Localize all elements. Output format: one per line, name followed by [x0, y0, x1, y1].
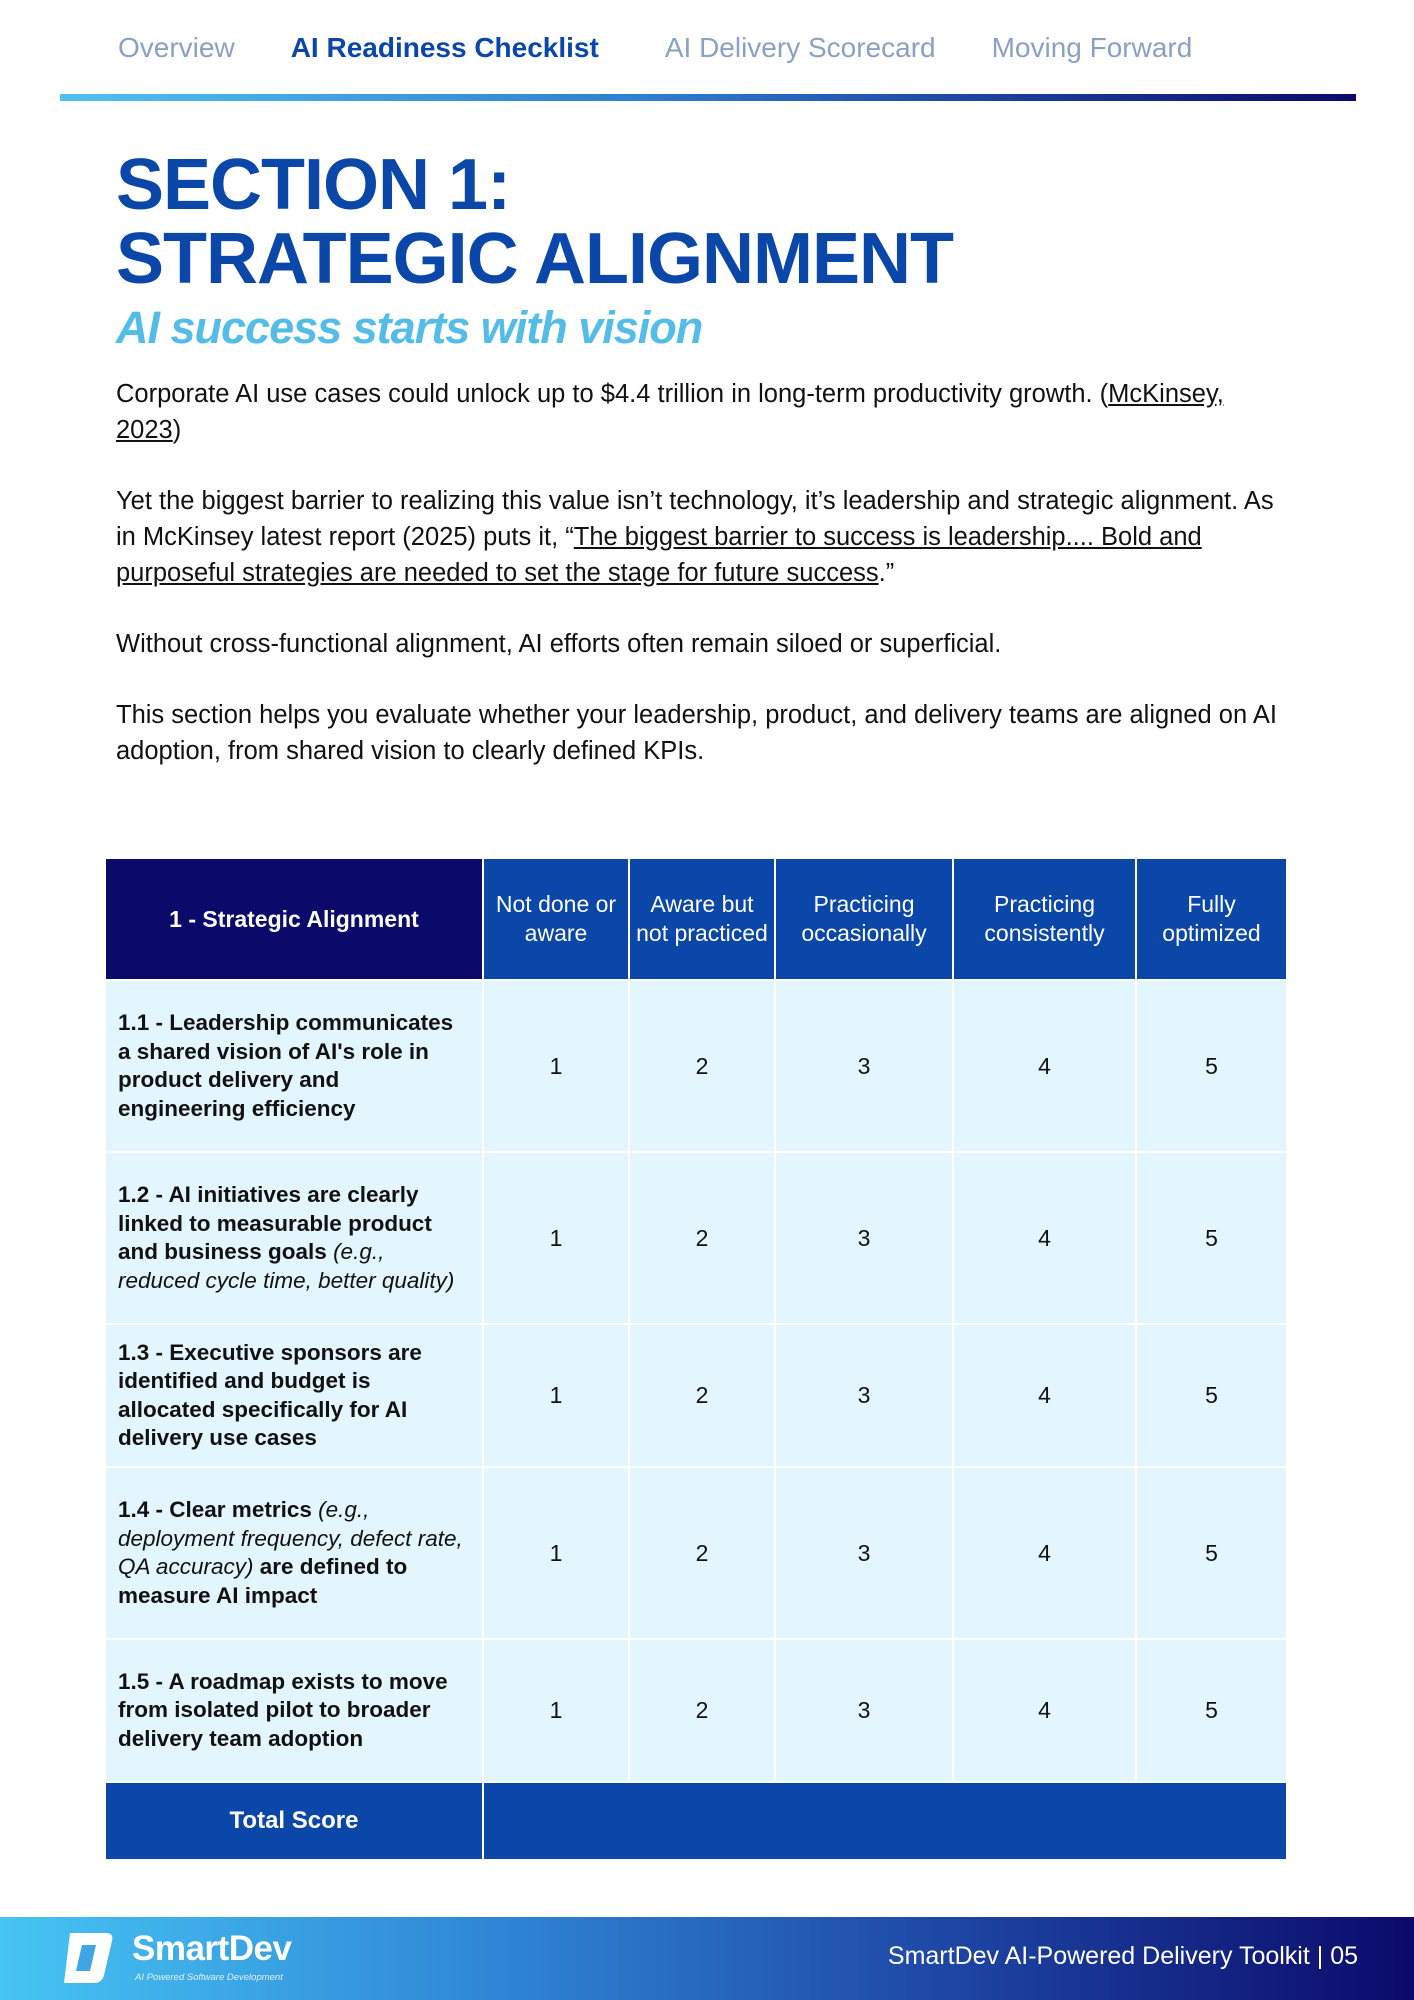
table-row: [105, 980, 1287, 1152]
section-title-line-2: STRATEGIC ALIGNMENT: [116, 219, 953, 299]
score-option-5[interactable]: 5: [1136, 1467, 1287, 1639]
total-score-value[interactable]: [483, 1782, 1287, 1860]
score-option-3[interactable]: 3: [775, 980, 953, 1152]
total-score-row: [105, 1782, 1287, 1860]
score-option-5[interactable]: 5: [1136, 1639, 1287, 1782]
score-option-1[interactable]: 1: [483, 1152, 629, 1324]
item-text-part: (e.g., reduced cycle time, better quality): [118, 1239, 455, 1293]
brand-tagline: AI Powered Software Development: [135, 1972, 283, 1983]
item-text-part: 1.4 - Clear metrics: [118, 1497, 319, 1522]
paragraph-alignment: Without cross-functional alignment, AI efforts often remain siloed or superficial.: [116, 630, 1002, 658]
checklist-item-label: [105, 980, 483, 1152]
top-navigation: [0, 0, 1414, 104]
checklist-item-label: [105, 1639, 483, 1782]
paragraph-text: Yet the biggest barrier to realizing this value isn’t technology, it’s leadership and strategic alignment. As in McKinsey latest report (2025) puts it, “: [116, 487, 1274, 551]
score-option-5[interactable]: 5: [1136, 980, 1287, 1152]
item-text-part: 1.2 - AI initiatives are clearly linked to measurable product and business goals: [118, 1182, 432, 1264]
checklist-item-label: [105, 1152, 483, 1324]
column-header: Not done or aware: [483, 858, 629, 980]
score-option-4[interactable]: 4: [953, 1152, 1136, 1324]
section-subtitle: AI success starts with vision: [116, 302, 703, 353]
item-text-part: 1.3 - Executive sponsors are identified and budget is allocated specifically for AI delivery use cases: [118, 1339, 422, 1450]
column-header: Aware but not practiced: [629, 858, 775, 980]
column-header: Practicing consistently: [953, 858, 1136, 980]
paragraph-productivity: [116, 376, 1296, 448]
mckinsey-quote-link[interactable]: The biggest barrier to success is leadership.... Bold and purposeful strategies are needed to set the stage for future success: [116, 523, 1202, 587]
total-score-label: Total Score: [105, 1782, 483, 1860]
score-option-2[interactable]: 2: [629, 980, 775, 1152]
item-text-part: (e.g., deployment frequency, defect rate, QA accuracy): [118, 1497, 463, 1579]
score-option-4[interactable]: 4: [953, 1467, 1136, 1639]
paragraph-section-purpose: This section helps you evaluate whether your leadership, product, and delivery teams are aligned on AI adoption, from shared vision to clearly defined KPIs.: [116, 701, 1277, 765]
score-option-2[interactable]: 2: [629, 1152, 775, 1324]
item-text-part: 1.1 - Leadership communicates a shared vision of AI's role in product delivery and engineering efficiency: [118, 1010, 454, 1121]
score-option-2[interactable]: 2: [629, 1467, 775, 1639]
paragraph-text: Corporate AI use cases could unlock up to $4.4 trillion in long-term productivity growth. (: [116, 380, 1109, 408]
table-row: [105, 1152, 1287, 1324]
score-option-2[interactable]: 2: [629, 1639, 775, 1782]
paragraph-leadership: [116, 483, 1296, 591]
nav-tabs: [118, 32, 1192, 64]
intro-text: [116, 376, 1296, 769]
table-body: [105, 980, 1287, 1782]
nav-tab-moving-forward[interactable]: Moving Forward: [991, 32, 1193, 63]
score-option-2[interactable]: 2: [629, 1324, 775, 1467]
score-option-1[interactable]: 1: [483, 980, 629, 1152]
score-option-5[interactable]: 5: [1136, 1152, 1287, 1324]
strategic-alignment-table: [104, 857, 1288, 1861]
table-row: [105, 1639, 1287, 1782]
paragraph-text: .”: [878, 559, 895, 587]
checklist-item-label: [105, 1324, 483, 1467]
score-option-4[interactable]: 4: [953, 1324, 1136, 1467]
smartdev-logo-icon: [60, 1931, 116, 1985]
table-row: [105, 1467, 1287, 1639]
main-content: [116, 145, 1296, 804]
section-title-line-1: SECTION 1:: [116, 145, 511, 225]
column-header: Practicing occasionally: [775, 858, 953, 980]
score-option-5[interactable]: 5: [1136, 1324, 1287, 1467]
mckinsey-2023-link[interactable]: McKinsey, 2023: [116, 380, 1224, 444]
column-header: Fully optimized: [1136, 858, 1287, 980]
nav-tab-overview[interactable]: Overview: [118, 32, 235, 63]
item-text-part: are defined to measure AI impact: [118, 1554, 408, 1608]
score-option-3[interactable]: 3: [775, 1639, 953, 1782]
score-option-4[interactable]: 4: [953, 1639, 1136, 1782]
score-option-3[interactable]: 3: [775, 1152, 953, 1324]
table-corner-header: 1 - Strategic Alignment: [105, 858, 483, 980]
paragraph-text: ): [172, 416, 182, 444]
score-option-3[interactable]: 3: [775, 1467, 953, 1639]
score-option-3[interactable]: 3: [775, 1324, 953, 1467]
brand-name: SmartDev: [132, 1929, 292, 1968]
nav-tab-ai-delivery-scorecard[interactable]: AI Delivery Scorecard: [664, 32, 936, 63]
score-option-4[interactable]: 4: [953, 980, 1136, 1152]
score-option-1[interactable]: 1: [483, 1324, 629, 1467]
score-option-1[interactable]: 1: [483, 1467, 629, 1639]
table-row: [105, 1324, 1287, 1467]
checklist-item-label: [105, 1467, 483, 1639]
table-header-row: [105, 858, 1287, 980]
nav-gradient-divider: [60, 94, 1356, 101]
section-title: [116, 145, 1296, 299]
nav-tab-ai-readiness-checklist[interactable]: AI Readiness Checklist: [290, 32, 599, 63]
score-option-1[interactable]: 1: [483, 1639, 629, 1782]
page-footer: [0, 1917, 1414, 2000]
footer-page-label: SmartDev AI-Powered Delivery Toolkit | 05: [887, 1942, 1358, 1970]
item-text-part: 1.5 - A roadmap exists to move from isolated pilot to broader delivery team adoption: [118, 1668, 448, 1751]
